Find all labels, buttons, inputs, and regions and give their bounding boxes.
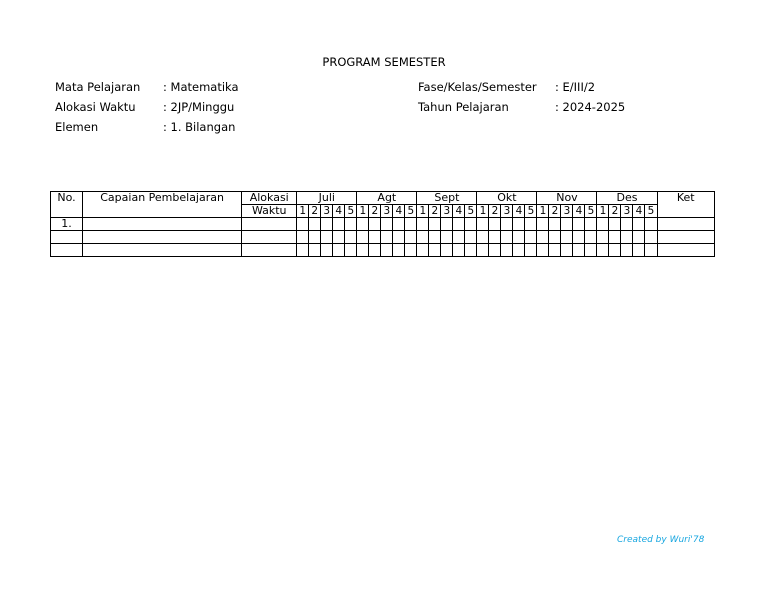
table-cell — [453, 218, 465, 231]
cell-no — [51, 244, 83, 257]
meta-row-time-allocation — [55, 97, 239, 117]
meta-value: : 2JP/Minggu — [163, 100, 235, 114]
header-week-number: 3 — [561, 205, 573, 218]
meta-label: Elemen — [55, 120, 99, 134]
table-cell — [549, 218, 561, 231]
meta-value: : 2024-2025 — [555, 100, 626, 114]
table-cell — [597, 231, 609, 244]
table-cell — [477, 218, 489, 231]
header-week-number: 2 — [369, 205, 381, 218]
table-cell — [585, 218, 597, 231]
table-cell — [429, 218, 441, 231]
header-week-number: 4 — [333, 205, 345, 218]
table-cell — [297, 218, 309, 231]
header-week-number: 1 — [297, 205, 309, 218]
header-week-number: 2 — [549, 205, 561, 218]
meta-label: Fase/Kelas/Semester — [418, 80, 537, 94]
header-week-number: 3 — [501, 205, 513, 218]
meta-value: : E/III/2 — [555, 80, 596, 94]
table-header-row — [51, 192, 715, 205]
meta-row-academic-year — [418, 97, 625, 117]
table-cell — [645, 231, 657, 244]
cell-no — [51, 231, 83, 244]
header-week-number: 5 — [465, 205, 477, 218]
table-cell — [645, 244, 657, 257]
table-cell — [525, 218, 537, 231]
header-time-allocation-line2: Waktu — [242, 205, 297, 218]
table-cell — [597, 218, 609, 231]
table-cell — [465, 218, 477, 231]
header-week-number: 3 — [621, 205, 633, 218]
table-cell — [83, 218, 242, 231]
table-cell — [321, 231, 333, 244]
meta-row-subject — [55, 77, 239, 97]
table-cell — [417, 244, 429, 257]
table-cell — [309, 244, 321, 257]
table-cell — [609, 244, 621, 257]
table-cell — [501, 218, 513, 231]
table-cell — [441, 244, 453, 257]
header-month: Okt — [477, 192, 537, 205]
meta-label: Tahun Pelajaran — [418, 100, 509, 114]
header-week-number: 5 — [345, 205, 357, 218]
table-cell — [585, 231, 597, 244]
table-cell — [609, 218, 621, 231]
header-week-number: 1 — [537, 205, 549, 218]
table-cell — [405, 218, 417, 231]
meta-left — [55, 77, 239, 137]
table-cell — [333, 244, 345, 257]
table-cell — [645, 218, 657, 231]
table-cell — [513, 231, 525, 244]
table-cell — [309, 231, 321, 244]
header-week-number: 4 — [513, 205, 525, 218]
table-cell — [489, 218, 501, 231]
table-cell — [357, 218, 369, 231]
table-cell — [357, 231, 369, 244]
table-cell — [453, 244, 465, 257]
table-cell — [465, 244, 477, 257]
header-week-number: 3 — [381, 205, 393, 218]
table-cell — [381, 231, 393, 244]
table-cell — [561, 244, 573, 257]
header-week-number: 2 — [489, 205, 501, 218]
header-week-number: 1 — [597, 205, 609, 218]
header-week-number: 1 — [477, 205, 489, 218]
table-cell — [549, 231, 561, 244]
table-cell — [633, 244, 645, 257]
table-cell — [621, 231, 633, 244]
table-cell — [537, 218, 549, 231]
table-cell — [381, 218, 393, 231]
header-month: Sept — [417, 192, 477, 205]
table-cell — [573, 231, 585, 244]
table-cell — [83, 231, 242, 244]
table-cell — [597, 244, 609, 257]
table-cell — [345, 218, 357, 231]
table-cell — [573, 244, 585, 257]
table-cell — [345, 231, 357, 244]
header-month: Agt — [357, 192, 417, 205]
table-cell — [369, 218, 381, 231]
header-week-number: 3 — [321, 205, 333, 218]
meta-label: Alokasi Waktu — [55, 100, 136, 114]
table-cell — [561, 231, 573, 244]
header-week-number: 5 — [525, 205, 537, 218]
table-cell — [242, 218, 297, 231]
table-cell — [537, 244, 549, 257]
table-cell — [242, 244, 297, 257]
header-week-number: 4 — [453, 205, 465, 218]
table-row — [51, 218, 715, 231]
table-cell — [525, 244, 537, 257]
credit-text: Created by Wuri'78 — [617, 535, 705, 545]
meta-label: Mata Pelajaran — [55, 80, 141, 94]
table-cell — [417, 231, 429, 244]
header-week-number: 2 — [309, 205, 321, 218]
table-cell — [657, 231, 715, 244]
table-cell — [357, 244, 369, 257]
meta-right — [418, 77, 625, 117]
header-week-number: 2 — [609, 205, 621, 218]
table-cell — [549, 244, 561, 257]
table-cell — [369, 231, 381, 244]
table-cell — [417, 218, 429, 231]
header-month: Des — [597, 192, 657, 205]
header-month: Juli — [297, 192, 357, 205]
meta-row-element — [55, 117, 239, 137]
table-cell — [381, 244, 393, 257]
header-week-number: 4 — [393, 205, 405, 218]
table-cell — [525, 231, 537, 244]
table-cell — [477, 244, 489, 257]
header-week-number: 4 — [573, 205, 585, 218]
table-cell — [321, 218, 333, 231]
table-cell — [393, 231, 405, 244]
document-title: PROGRAM SEMESTER — [322, 55, 446, 69]
table-cell — [609, 231, 621, 244]
table-cell — [633, 218, 645, 231]
table-cell — [453, 231, 465, 244]
table-cell — [429, 244, 441, 257]
table-cell — [501, 244, 513, 257]
table-cell — [309, 218, 321, 231]
table-cell — [621, 244, 633, 257]
table-cell — [297, 231, 309, 244]
table-cell — [465, 231, 477, 244]
header-learning-outcomes: Capaian Pembelajaran — [83, 192, 242, 218]
semester-program-table — [50, 191, 715, 257]
table-cell — [561, 218, 573, 231]
table-cell — [441, 218, 453, 231]
table-row — [51, 231, 715, 244]
table-cell — [573, 218, 585, 231]
header-time-allocation: Alokasi — [242, 192, 297, 205]
header-week-number: 2 — [429, 205, 441, 218]
table-cell — [333, 218, 345, 231]
table-cell — [513, 218, 525, 231]
table-cell — [513, 244, 525, 257]
table-cell — [441, 231, 453, 244]
header-week-number: 5 — [405, 205, 417, 218]
header-week-number: 1 — [417, 205, 429, 218]
table-cell — [585, 244, 597, 257]
table-cell — [633, 231, 645, 244]
table-cell — [83, 244, 242, 257]
table-cell — [333, 231, 345, 244]
table-cell — [489, 231, 501, 244]
table-cell — [477, 231, 489, 244]
table-cell — [345, 244, 357, 257]
header-week-number: 4 — [633, 205, 645, 218]
cell-no: 1. — [51, 218, 83, 231]
meta-value: : Matematika — [163, 80, 239, 94]
table-cell — [657, 244, 715, 257]
header-month: Nov — [537, 192, 597, 205]
table-cell — [297, 244, 309, 257]
table-cell — [393, 244, 405, 257]
table-cell — [489, 244, 501, 257]
table-cell — [657, 218, 715, 231]
table-cell — [405, 244, 417, 257]
header-week-number: 5 — [645, 205, 657, 218]
table-cell — [429, 231, 441, 244]
header-week-number: 3 — [441, 205, 453, 218]
header-notes: Ket — [657, 192, 715, 218]
table-cell — [405, 231, 417, 244]
header-week-number: 5 — [585, 205, 597, 218]
table-cell — [393, 218, 405, 231]
table-cell — [537, 231, 549, 244]
table-row — [51, 244, 715, 257]
meta-value: : 1. Bilangan — [163, 120, 236, 134]
table-cell — [501, 231, 513, 244]
header-week-number: 1 — [357, 205, 369, 218]
table-cell — [369, 244, 381, 257]
table-cell — [321, 244, 333, 257]
table-cell — [242, 231, 297, 244]
header-no: No. — [51, 192, 83, 218]
meta-row-phase-class-semester — [418, 77, 625, 97]
table-cell — [621, 218, 633, 231]
